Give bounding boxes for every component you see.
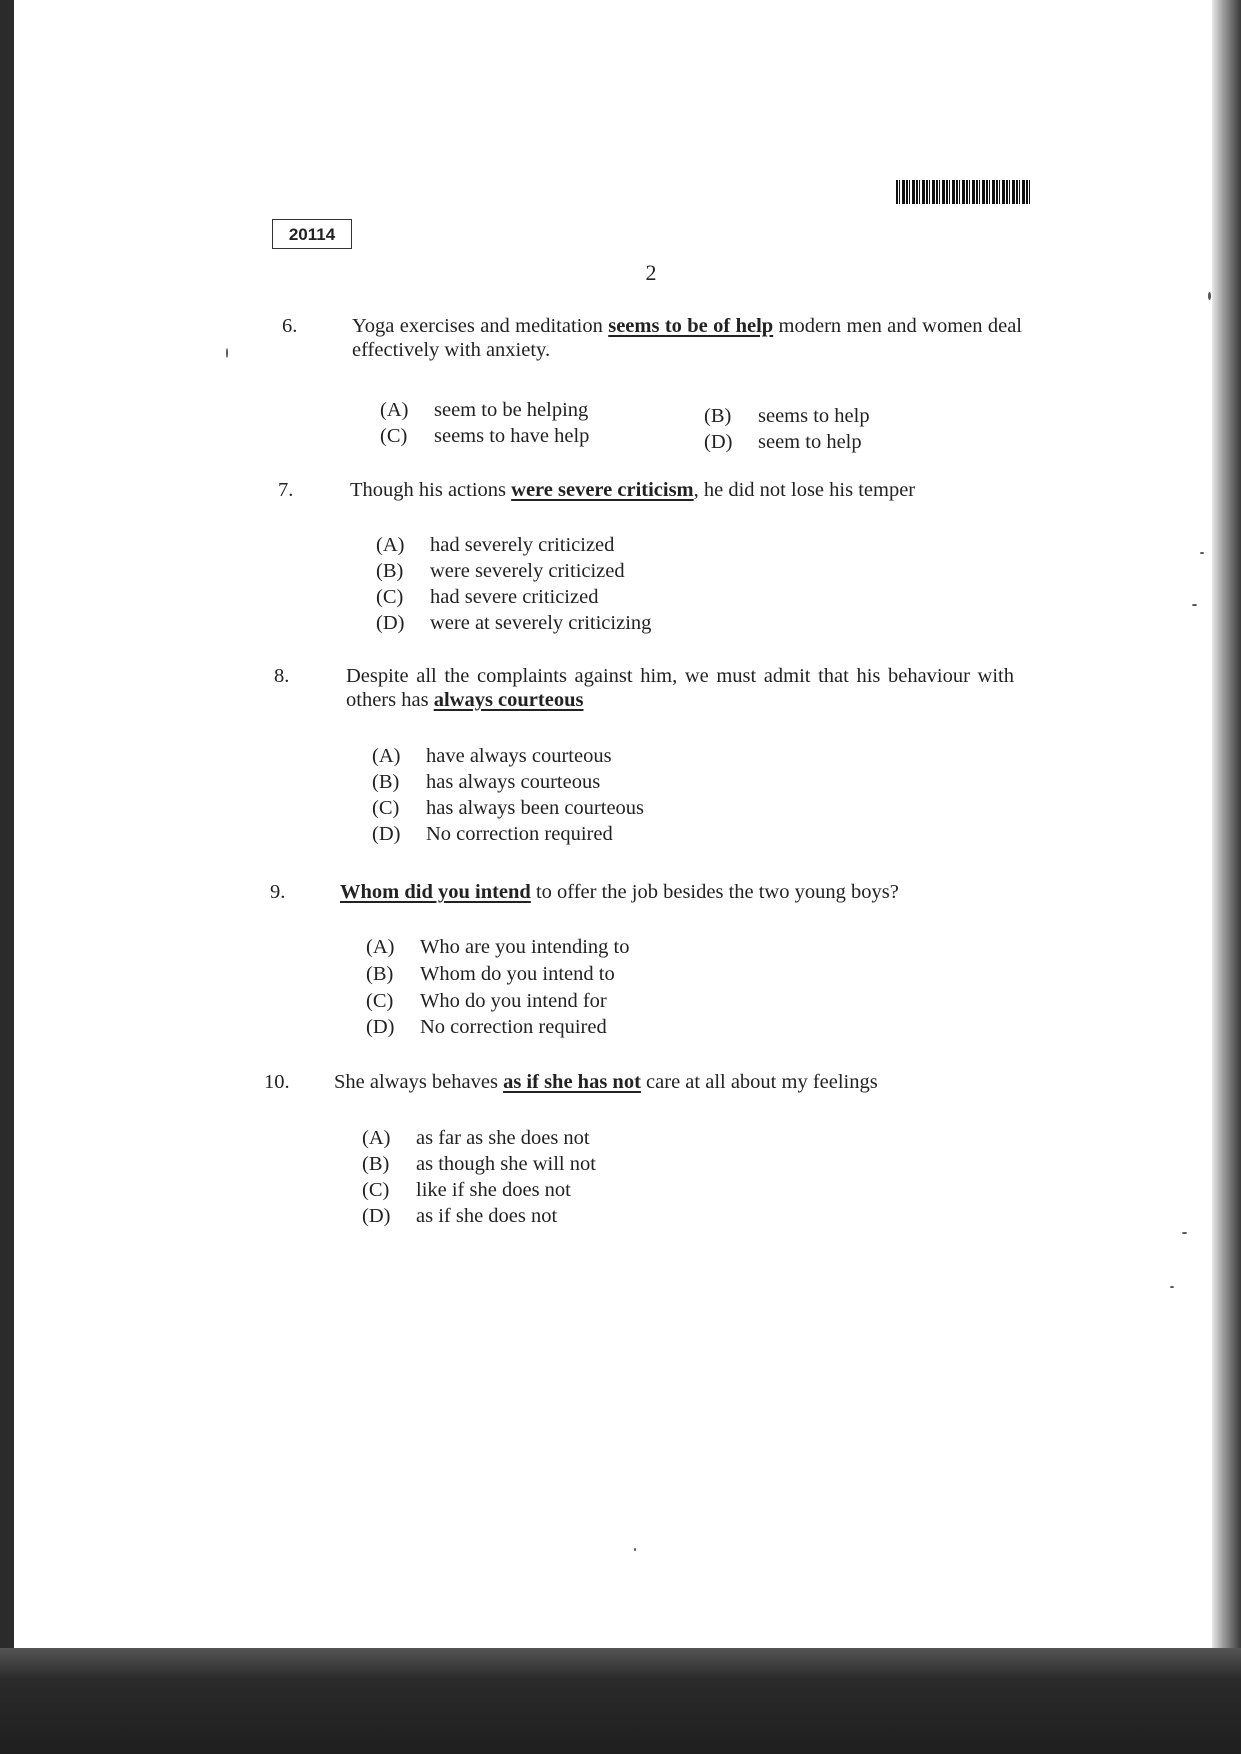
- question-6: [282, 314, 1022, 464]
- underlined-phrase: Whom did you intend: [340, 881, 531, 903]
- scan-speck: [1192, 604, 1197, 606]
- underlined-phrase: seems to be of help: [608, 315, 774, 337]
- option-d[interactable]: (D) as if she does not: [362, 1205, 558, 1227]
- option-d[interactable]: (D) seem to help: [704, 431, 862, 453]
- option-a[interactable]: (A) have always courteous: [372, 745, 612, 767]
- option-c[interactable]: (C) like if she does not: [362, 1179, 571, 1201]
- underlined-phrase: were severe criticism: [511, 479, 694, 501]
- scan-speck: [1208, 292, 1211, 300]
- scan-edge-right: [1212, 0, 1241, 1754]
- option-c[interactable]: (C) seems to have help: [380, 425, 590, 447]
- barcode: [896, 180, 1030, 204]
- option-d[interactable]: (D) were at severely criticizing: [376, 612, 652, 634]
- option-b[interactable]: (B) seems to help: [704, 405, 870, 427]
- question-number: 8.: [274, 665, 290, 687]
- question-number: 7.: [278, 479, 294, 501]
- option-a[interactable]: (A) seem to be helping: [380, 399, 589, 421]
- question-text: Yoga exercises and meditation seems to be of help modern men and women deal effectively with anxiety.: [352, 315, 1023, 361]
- scan-speck: [1170, 1286, 1174, 1288]
- scan-speck: [1200, 552, 1204, 554]
- page-number: 2: [645, 260, 657, 285]
- option-a[interactable]: (A) Who are you intending to: [366, 936, 630, 958]
- option-c[interactable]: (C) has always been courteous: [372, 797, 645, 819]
- scan-speck: [1182, 1232, 1187, 1234]
- question-text: She always behaves as if she has not care at all about my feelings: [334, 1071, 878, 1093]
- question-text: Despite all the complaints against him, we must admit that his behaviour with others has always courteous: [346, 665, 1014, 711]
- question-7: [278, 478, 1018, 648]
- option-c[interactable]: (C) had severe criticized: [376, 586, 599, 608]
- option-d[interactable]: (D) No correction required: [366, 1016, 607, 1038]
- scan-speck: [634, 1548, 636, 1551]
- option-b[interactable]: (B) were severely criticized: [376, 560, 625, 582]
- option-b[interactable]: (B) as though she will not: [362, 1153, 596, 1175]
- option-a[interactable]: (A) as far as she does not: [362, 1127, 590, 1149]
- question-9: [270, 880, 1010, 1050]
- question-text: Whom did you intend to offer the job besides the two young boys?: [340, 881, 899, 903]
- scan-speck: [226, 348, 228, 358]
- option-b[interactable]: (B) has always courteous: [372, 771, 601, 793]
- question-number: 10.: [264, 1071, 290, 1093]
- question-number: 9.: [270, 881, 286, 903]
- option-a[interactable]: (A) had severely criticized: [376, 534, 615, 556]
- underlined-phrase: always courteous: [433, 689, 584, 711]
- underlined-phrase: as if she has not: [503, 1071, 641, 1093]
- paper-code: 20114: [272, 219, 352, 249]
- question-10: [264, 1070, 1004, 1240]
- question-number: 6.: [282, 315, 298, 337]
- option-c[interactable]: (C) Who do you intend for: [366, 990, 607, 1012]
- option-b[interactable]: (B) Whom do you intend to: [366, 963, 615, 985]
- question-8: [274, 664, 1014, 864]
- scan-edge-bottom: [0, 1648, 1241, 1754]
- question-text: Though his actions were severe criticism, he did not lose his temper: [350, 479, 916, 501]
- option-d[interactable]: (D) No correction required: [372, 823, 613, 845]
